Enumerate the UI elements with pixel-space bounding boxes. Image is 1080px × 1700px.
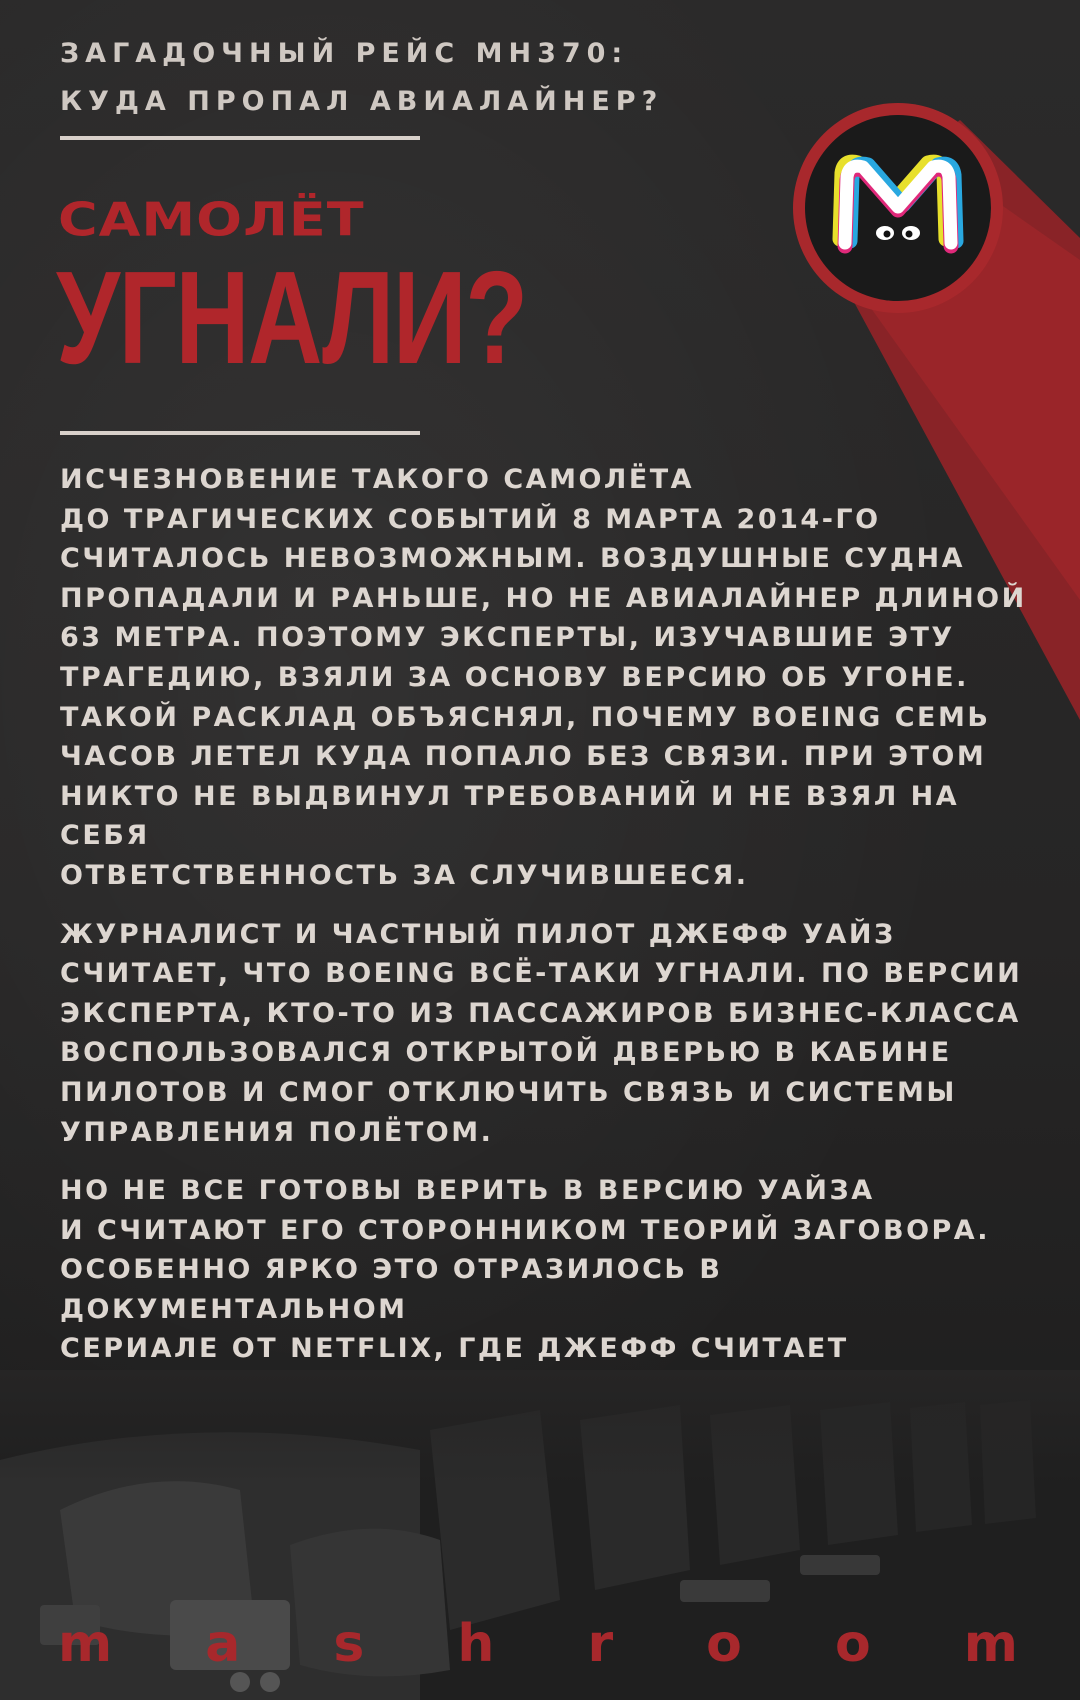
text-line: ТАКОЙ РАСКЛАД ОБЪЯСНЯЛ, ПОЧЕМУ BOEING СЕМЬ <box>60 701 991 733</box>
text-line: ЧАСОВ ЛЕТЕЛ КУДА ПОПАЛО БЕЗ СВЯЗИ. ПРИ ЭТОМ <box>60 741 987 773</box>
text-line: ДО ТРАГИЧЕСКИХ СОБЫТИЙ 8 МАРТА 2014-ГО <box>60 503 881 535</box>
text-line: ВОСПОЛЬЗОВАЛСЯ ОТКРЫТОЙ ДВЕРЬЮ В КАБИНЕ <box>60 1037 952 1069</box>
middle-divider <box>60 431 420 435</box>
wordmark-letter: h <box>457 1614 495 1674</box>
text-line: ТРАГЕДИЮ, ВЗЯЛИ ЗА ОСНОВУ ВЕРСИЮ ОБ УГОНЕ. <box>60 661 969 693</box>
text-line: СЧИТАЕТ, ЧТО BOEING ВСЁ-ТАКИ УГНАЛИ. ПО ВЕРСИИ <box>60 958 1023 990</box>
brand-wordmark <box>58 1614 1018 1674</box>
text-line: НО НЕ ВСЕ ГОТОВЫ ВЕРИТЬ В ВЕРСИЮ УАЙЗА <box>60 1175 875 1207</box>
text-line: ЖУРНАЛИСТ И ЧАСТНЫЙ ПИЛОТ ДЖЕФФ УАЙЗ <box>60 918 896 950</box>
text-line: ПИЛОТОВ И СМОГ ОТКЛЮЧИТЬ СВЯЗЬ И СИСТЕМЫ <box>60 1076 957 1108</box>
brand-logo <box>805 115 991 301</box>
wordmark-letter: r <box>587 1614 614 1674</box>
wordmark-letter: a <box>205 1614 241 1674</box>
text-line: УПРАВЛЕНИЯ ПОЛЁТОМ. <box>60 1116 494 1148</box>
kicker-line-2: КУДА ПРОПАЛ АВИАЛАЙНЕР? <box>60 86 664 117</box>
kicker-line-1: ЗАГАДОЧНЫЙ РЕЙС MH370: <box>60 38 629 69</box>
text-line: СЧИТАЛОСЬ НЕВОЗМОЖНЫМ. ВОЗДУШНЫЕ СУДНА <box>60 543 965 575</box>
wordmark-letter: s <box>333 1614 365 1674</box>
text-line: 63 МЕТРА. ПОЭТОМУ ЭКСПЕРТЫ, ИЗУЧАВШИЕ ЭТУ <box>60 622 955 654</box>
headline-line-1: САМОЛЁТ <box>58 193 365 247</box>
text-line: ОСОБЕННО ЯРКО ЭТО ОТРАЗИЛОСЬ В ДОКУМЕНТАЛЬНОМ <box>60 1254 723 1325</box>
paragraph-2 <box>60 915 1040 1153</box>
wordmark-letter: m <box>963 1614 1018 1674</box>
kicker <box>60 30 760 126</box>
wordmark-letter: m <box>58 1614 113 1674</box>
wordmark-letter: o <box>834 1614 871 1674</box>
wordmark-letter: o <box>706 1614 742 1674</box>
text-line: СЕРИАЛЕ ОТ NETFLIX, ГДЕ ДЖЕФФ СЧИТАЕТ <box>60 1333 849 1365</box>
text-line: НИКТО НЕ ВЫДВИНУЛ ТРЕБОВАНИЙ И НЕ ВЗЯЛ НА СЕБЯ <box>60 780 960 852</box>
text-line: ОТВЕТСТВЕННОСТЬ ЗА СЛУЧИВШЕЕСЯ. <box>60 859 749 891</box>
headline-line-2: УГНАЛИ? <box>56 244 527 391</box>
mashroom-m-icon <box>805 115 991 301</box>
text-line: ЭКСПЕРТА, КТО-ТО ИЗ ПАССАЖИРОВ БИЗНЕС-КЛАССА <box>60 997 1021 1029</box>
article-body <box>60 460 1040 1507</box>
top-divider <box>60 136 420 140</box>
text-line: ИСЧЕЗНОВЕНИЕ ТАКОГО САМОЛЁТА <box>60 464 695 495</box>
paragraph-1 <box>60 460 1040 896</box>
text-line: ПРОПАДАЛИ И РАНЬШЕ, НО НЕ АВИАЛАЙНЕР ДЛИНОЙ <box>60 582 1027 614</box>
text-line: И СЧИТАЮТ ЕГО СТОРОННИКОМ ТЕОРИЙ ЗАГОВОРА. <box>60 1214 990 1246</box>
